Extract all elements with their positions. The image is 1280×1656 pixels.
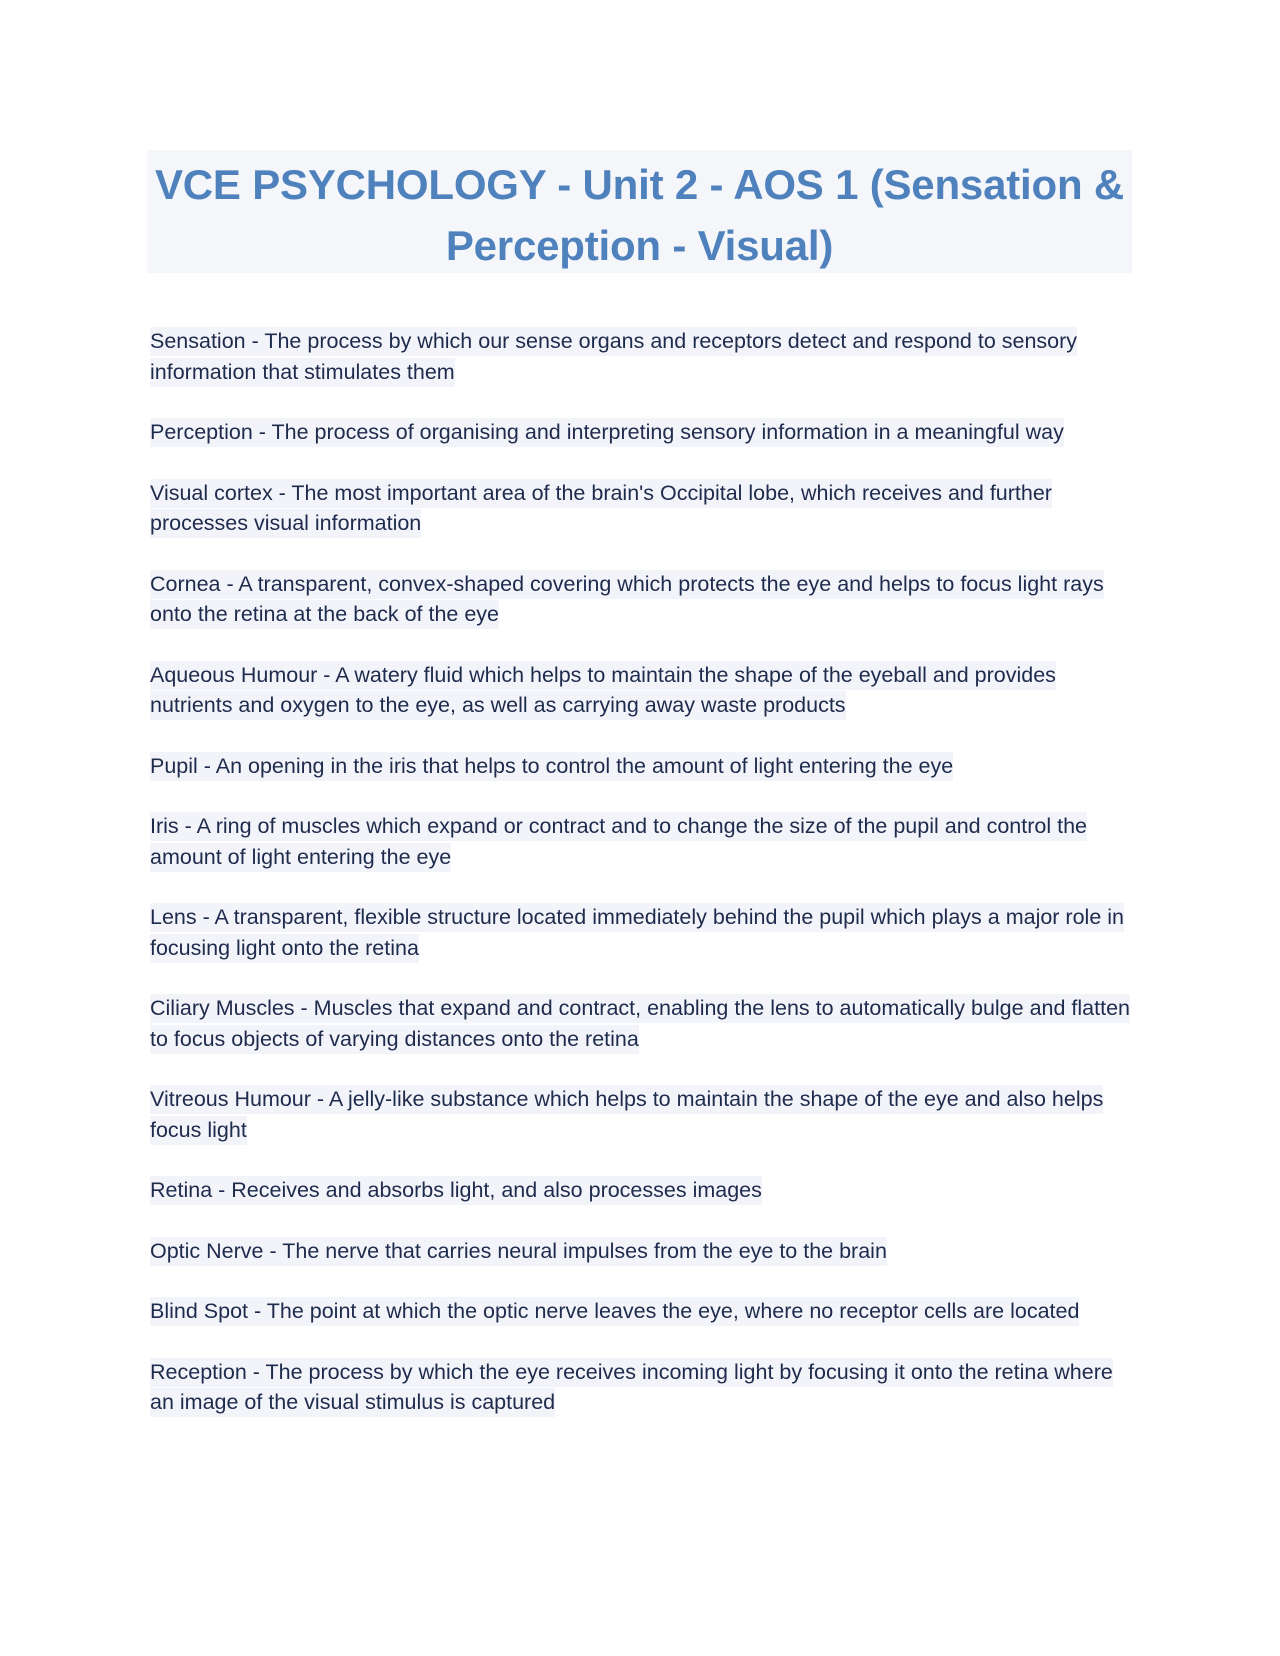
entry-text: Reception - The process by which the eye receives incoming light by focusing it onto the retina where an image of the visual stimulus is captured (150, 1358, 1113, 1418)
glossary-entry-visual-cortex (150, 478, 1135, 539)
glossary-entry-cornea (150, 569, 1135, 630)
glossary-entry-retina (150, 1175, 1135, 1206)
entry-text: Iris - A ring of muscles which expand or contract and to change the size of the pupil and control the amount of light entering the eye (150, 812, 1087, 872)
entry-text: Visual cortex - The most important area of the brain's Occipital lobe, which receives and further processes visual information (150, 479, 1052, 539)
document-title (147, 154, 1132, 276)
title-banner (147, 150, 1132, 273)
glossary-entry-vitreous-humour (150, 1084, 1135, 1145)
entry-text: Retina - Receives and absorbs light, and also processes images (150, 1176, 762, 1205)
entry-text: Ciliary Muscles - Muscles that expand and contract, enabling the lens to automatically bulge and flatten to focus objects of varying distances onto the retina (150, 994, 1130, 1054)
entry-text: Optic Nerve - The nerve that carries neural impulses from the eye to the brain (150, 1237, 887, 1266)
entry-text: Blind Spot - The point at which the optic nerve leaves the eye, where no receptor cells are located (150, 1297, 1079, 1326)
glossary-entry-aqueous-humour (150, 660, 1135, 721)
entry-text: Cornea - A transparent, convex-shaped covering which protects the eye and helps to focus light rays onto the retina at the back of the eye (150, 570, 1104, 630)
glossary-list (150, 326, 1135, 1448)
glossary-entry-pupil (150, 751, 1135, 782)
glossary-entry-ciliary-muscles (150, 993, 1135, 1054)
entry-text: Aqueous Humour - A watery fluid which helps to maintain the shape of the eyeball and provides nutrients and oxygen to the eye, as well as carrying away waste products (150, 661, 1056, 721)
glossary-entry-blind-spot (150, 1296, 1135, 1327)
glossary-entry-optic-nerve (150, 1236, 1135, 1267)
title-line-2: Perception - Visual) (445, 222, 834, 269)
title-line-1: VCE PSYCHOLOGY - Unit 2 - AOS 1 (Sensation & (154, 161, 1124, 208)
entry-text: Vitreous Humour - A jelly-like substance which helps to maintain the shape of the eye and also helps focus light (150, 1085, 1103, 1145)
entry-text: Perception - The process of organising and interpreting sensory information in a meaningful way (150, 418, 1064, 447)
glossary-entry-sensation (150, 326, 1135, 387)
entry-text: Sensation - The process by which our sense organs and receptors detect and respond to sensory information that stimulates them (150, 327, 1077, 387)
glossary-entry-lens (150, 902, 1135, 963)
glossary-entry-perception (150, 417, 1135, 448)
glossary-entry-iris (150, 811, 1135, 872)
entry-text: Lens - A transparent, flexible structure located immediately behind the pupil which plays a major role in focusing light onto the retina (150, 903, 1124, 963)
entry-text: Pupil - An opening in the iris that helps to control the amount of light entering the eye (150, 752, 953, 781)
glossary-entry-reception (150, 1357, 1135, 1418)
